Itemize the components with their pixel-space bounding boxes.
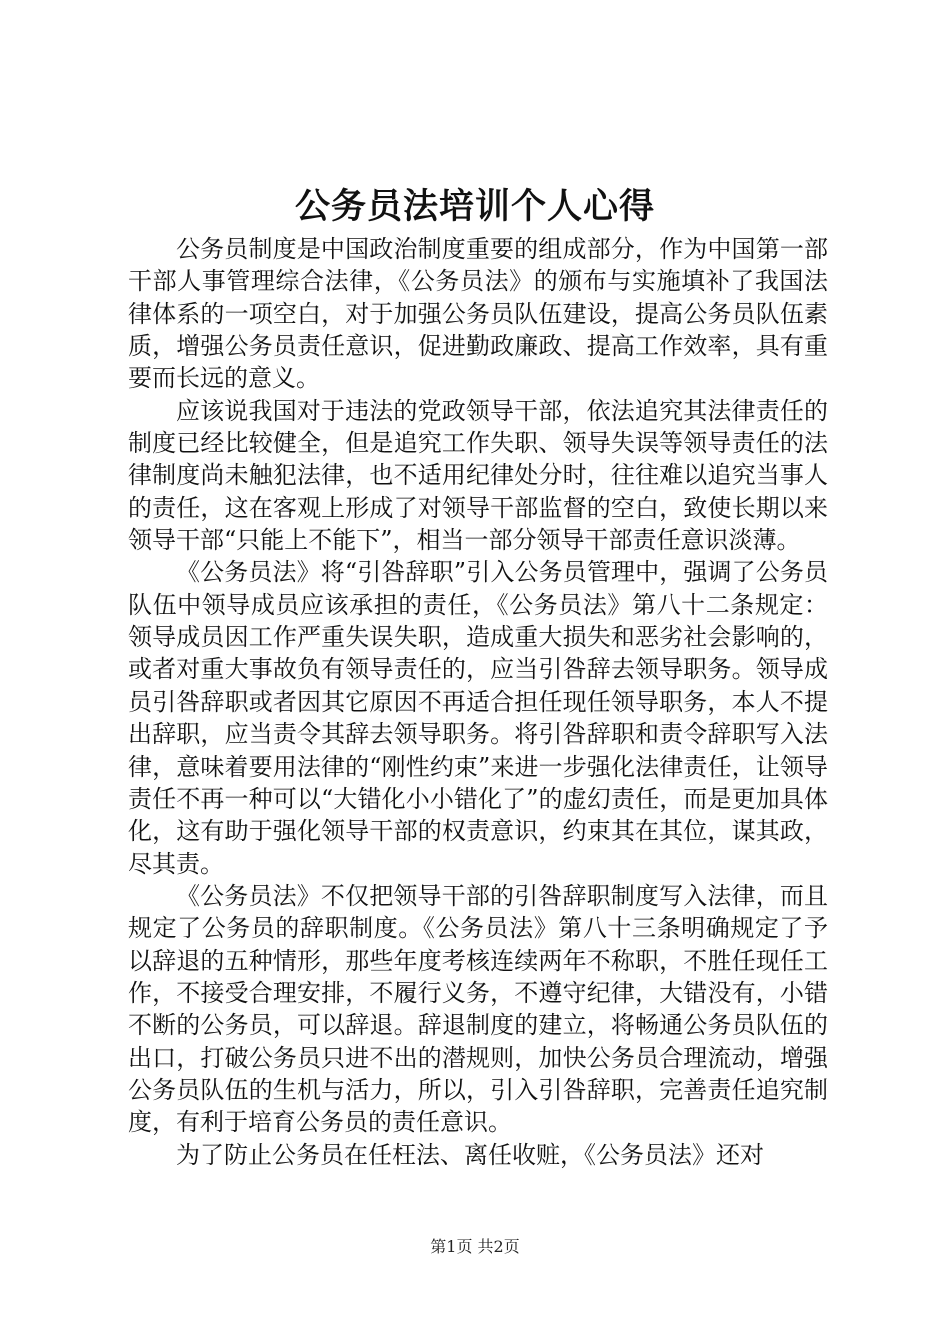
page-footer bbox=[0, 1236, 950, 1258]
paragraph-5: 为了防止公务员在任枉法、离任收赃，《公务员法》还对 bbox=[176, 1140, 764, 1169]
document-body bbox=[128, 233, 828, 1171]
document-title: 公务员法培训个人心得 bbox=[294, 187, 655, 227]
page-number-indicator: 第1页 共2页 bbox=[430, 1237, 520, 1256]
paragraph-3: 《公务员法》将“引咎辞职”引入公务员管理中，强调了公务员队伍中领导成员应该承担的责任，《公务员法》第八十二条规定：领导成员因工作严重失误失职，造成重大损失和恶劣社会影响的，或者对重大事故负有领导责任的，应当引咎辞去领导职务。领导成员引咎辞职或者因其它原因不再适合担任现任领导职务，本人不提出辞职，应当责令其辞去领导职务。将引咎辞职和责令辞职写入法律，意味着要用法律的“刚性约束”来进一步强化法律责任，让领导责任不再一种可以“大错化小小错化了”的虚幻责任，而是更加具体化，这有助于强化领导干部的权责意识，约束其在其位，谋其政，尽其责。 bbox=[128, 558, 828, 878]
paragraph-2: 应该说我国对于违法的党政领导干部，依法追究其法律责任的制度已经比较健全，但是追究工作失职、领导失误等领导责任的法律制度尚未触犯法律，也不适用纪律处分时，往往难以追究当事人的责任，这在客观上形成了对领导干部监督的空白，致使长期以来领导干部“只能上不能下”，相当一部分领导干部责任意识淡薄。 bbox=[128, 396, 828, 555]
paragraph-4: 《公务员法》不仅把领导干部的引咎辞职制度写入法律，而且规定了公务员的辞职制度。《公务员法》第八十三条明确规定了予以辞退的五种情形，那些年度考核连续两年不称职，不胜任现任工作，不接受合理安排，不履行义务，不遵守纪律，大错没有，小错不断的公务员，可以辞退。辞退制度的建立，将畅通公务员队伍的出口，打破公务员只进不出的潜规则，加快公务员合理流动，增强公务员队伍的生机与活力，所以，引入引咎辞职，完善责任追究制度，有利于培育公务员的责任意识。 bbox=[128, 881, 828, 1137]
paragraph-1: 公务员制度是中国政治制度重要的组成部分，作为中国第一部干部人事管理综合法律，《公务员法》的颁布与实施填补了我国法律体系的一项空白，对于加强公务员队伍建设，提高公务员队伍素质，增强公务员责任意识，促进勤政廉政、提高工作效率，具有重要而长远的意义。 bbox=[128, 235, 828, 393]
